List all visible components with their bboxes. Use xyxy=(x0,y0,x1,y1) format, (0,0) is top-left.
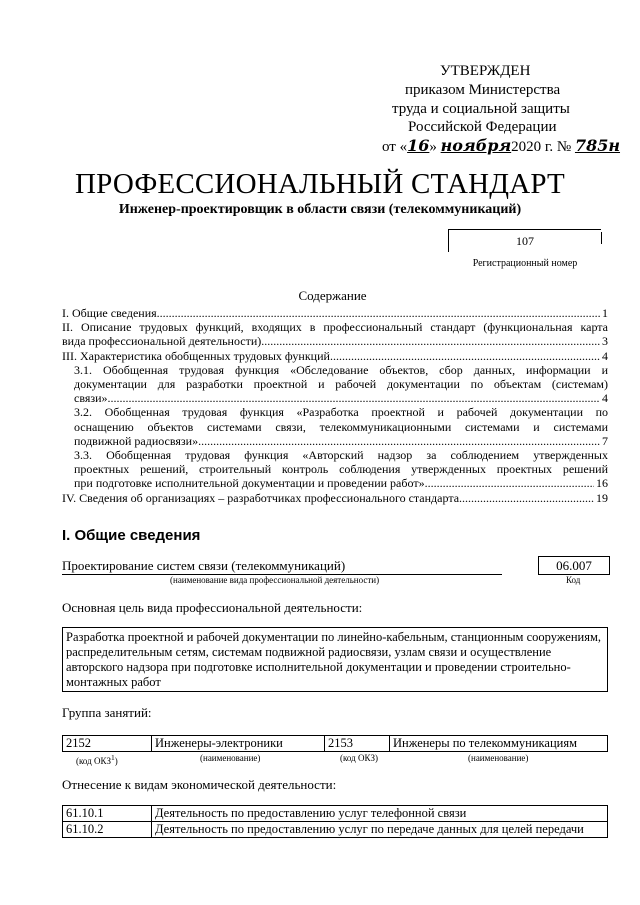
toc-item[interactable]: I. Общие сведения ..... 1 xyxy=(62,306,608,320)
economic-activity-label: Отнесение к видам экономической деятельности: xyxy=(62,777,337,792)
economic-activity-table xyxy=(62,805,608,838)
registration-number-label: Регистрационный номер xyxy=(472,258,578,269)
date-year: 2020 г. № xyxy=(511,139,572,155)
okved-code: 61.10.1 xyxy=(63,806,152,822)
occupation-group-table xyxy=(62,735,608,752)
approval-date-line xyxy=(382,136,620,157)
date-sep: » xyxy=(429,139,437,155)
date-month: ноября xyxy=(440,136,512,155)
table-row xyxy=(63,736,608,752)
name-caption-2: (наименование) xyxy=(468,753,529,763)
order-number: 785н xyxy=(574,136,621,155)
name-caption: (наименование) xyxy=(200,753,261,763)
okz-code: 2152 xyxy=(63,736,152,752)
activity-name: Проектирование систем связи (телекоммуникаций) xyxy=(62,558,502,575)
page-subtitle: Инженер-проектировщик в области связи (телекоммуникаций) xyxy=(118,202,522,217)
date-day: 16 xyxy=(407,136,430,155)
toc-item[interactable]: 3.3. Обобщенная трудовая функция «Авторский надзор за соблюдением утвержденных проектных решений, строительный контроль соблюдения утвержденных проектных решений при подготовке исполнительной документации и проведении работ» ..... 16 xyxy=(62,448,608,491)
okz-code: 2153 xyxy=(325,736,390,752)
approval-line-2: приказом Министерства xyxy=(405,82,561,98)
table-of-contents xyxy=(62,306,608,505)
okved-name: Деятельность по предоставлению услуг телефонной связи xyxy=(152,806,608,822)
approval-line-4: Российской Федерации xyxy=(408,119,557,135)
okz-name: Инженеры-электроники xyxy=(152,736,325,752)
toc-item[interactable]: II. Описание трудовых функций, входящих в профессиональный стандарт (функциональная карта вида профессиональной деятельности) ..... 3 xyxy=(62,320,608,348)
occupation-group-label: Группа занятий: xyxy=(62,705,152,720)
toc-item[interactable]: III. Характеристика обобщенных трудовых функций ..... 4 xyxy=(62,349,608,363)
okved-name: Деятельность по предоставлению услуг по передаче данных для целей передачи xyxy=(152,822,608,838)
goal-label: Основная цель вида профессиональной деятельности: xyxy=(62,600,363,615)
okz-name: Инженеры по телекоммуникациям xyxy=(390,736,608,752)
approval-line-1: УТВЕРЖДЕН xyxy=(440,63,531,79)
approval-line-3: труда и социальной защиты xyxy=(392,101,570,117)
page-title: ПРОФЕССИОНАЛЬНЫЙ СТАНДАРТ xyxy=(75,168,565,200)
toc-item[interactable]: 3.2. Обобщенная трудовая функция «Разработка проектной и рабочей документации по оснащению объектов системами связи, телекоммуникационными системами и системами подвижной радиосвязи» ..... 7 xyxy=(62,405,608,448)
okz-caption-2: (код ОКЗ) xyxy=(340,753,378,763)
section-heading: I. Общие сведения xyxy=(62,527,201,544)
date-prefix: от « xyxy=(382,139,408,155)
toc-title: Содержание xyxy=(298,288,367,303)
toc-item[interactable]: IV. Сведения об организациях – разработчиках профессионального стандарта ..... 19 xyxy=(62,491,608,505)
table-row xyxy=(63,822,608,838)
activity-caption: (наименование вида профессиональной деятельности) xyxy=(170,575,380,585)
activity-code: 06.007 xyxy=(538,556,610,575)
table-row xyxy=(63,806,608,822)
toc-item[interactable]: 3.1. Обобщенная трудовая функция «Обследование объектов, сбор данных, информации и документации для разработки проектной и рабочей документации по объектам (системам) связи» ..... 4 xyxy=(62,363,608,406)
okz-caption: (код ОКЗ$^1$) xyxy=(76,753,118,766)
goal-text: Разработка проектной и рабочей документации по линейно-кабельным, станционным сооружениям, распределительным сетям, системам подвижной радиосвязи, узлам связи и осуществление авторского надзора при подготовке исполнительной документации и проведении строительно-монтажных работ xyxy=(62,627,608,692)
code-label: Код xyxy=(566,575,581,585)
registration-number-box: 107 xyxy=(448,229,601,252)
okved-code: 61.10.2 xyxy=(63,822,152,838)
